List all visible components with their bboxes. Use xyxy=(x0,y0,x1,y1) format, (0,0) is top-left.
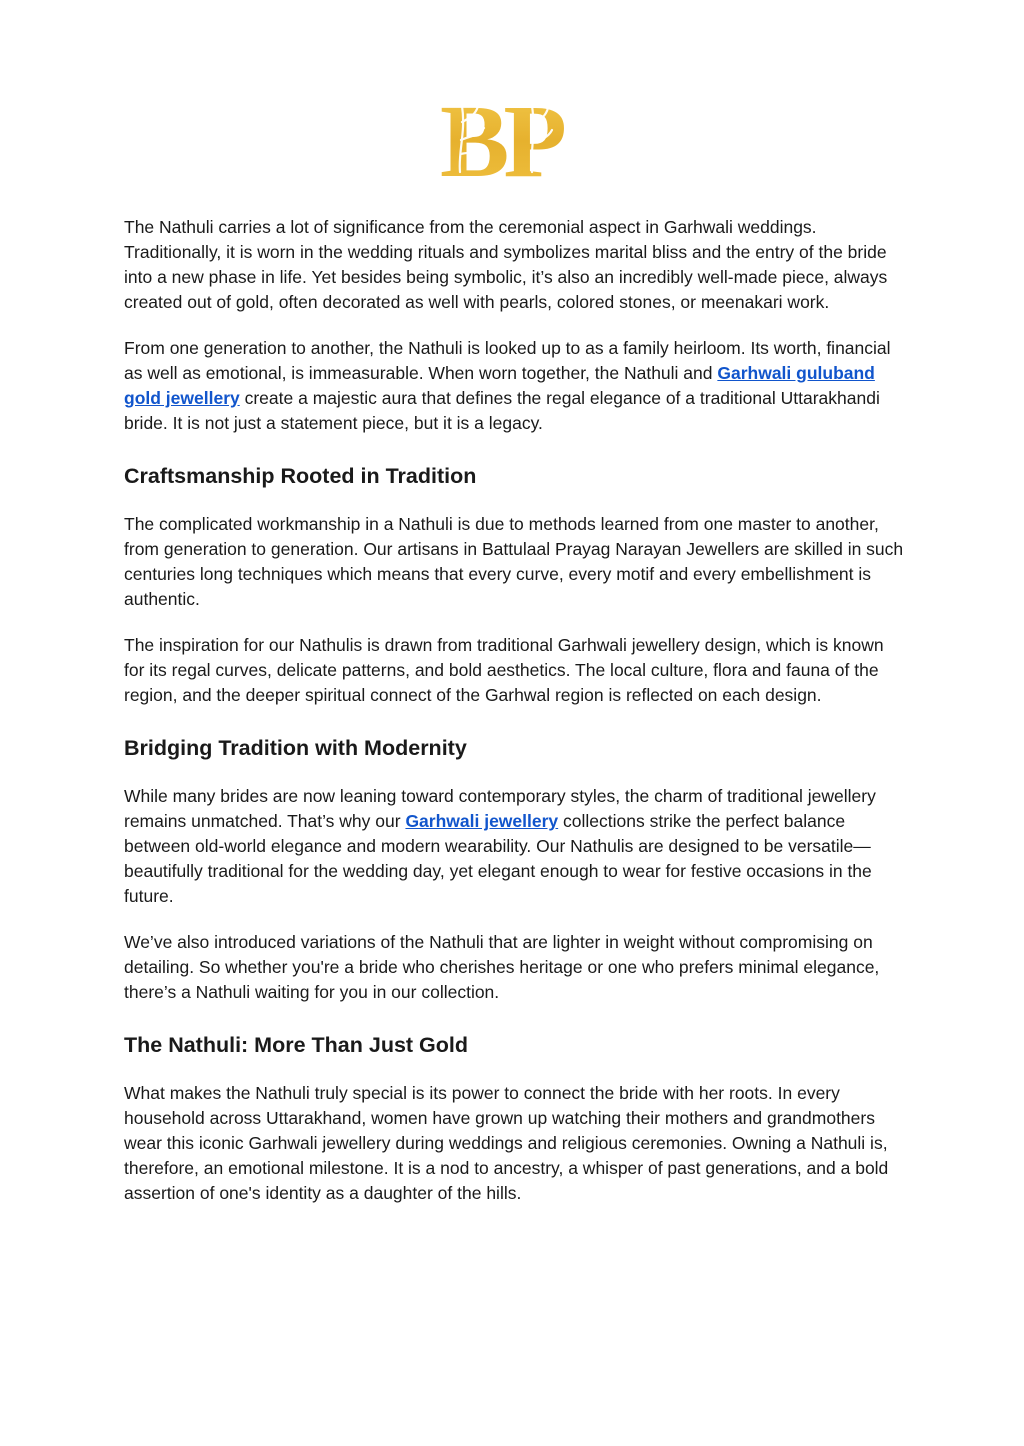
bp-logo-icon xyxy=(440,92,584,184)
paragraph-variations: We’ve also introduced variations of the Nathuli that are lighter in weight without compromising on detailing. So whether you're a bride who cherishes heritage or one who prefers minimal elegance, there’s a Nathuli waiting for you in our collection. xyxy=(124,932,880,1002)
paragraph-contemporary-styles xyxy=(124,784,904,909)
paragraph-text: From one generation to another, the Nathuli is looked up to as a family heirloom. Its worth, financial as well as emotional, is immeasurable. When worn together, the Nathuli and xyxy=(124,338,891,383)
paragraph-inspiration: The inspiration for our Nathulis is drawn from traditional Garhwali jewellery design, which is known for its regal curves, delicate patterns, and bold aesthetics. The local culture, flora and fauna of the region, and the deeper spiritual connect of the Garhwal region is reflected on each design. xyxy=(124,635,884,705)
svg-text:BP: BP xyxy=(440,92,561,184)
paragraph-text: collections strike the perfect balance between old-world elegance and modern wearability. Our Nathulis are designed to be versatile—beautifully traditional for the wedding day, yet elegant enough to wear for festive occasions in the future. xyxy=(124,811,872,906)
paragraph-family-heirloom xyxy=(124,336,904,436)
paragraph-roots: What makes the Nathuli truly special is its power to connect the bride with her roots. In every household across Uttarakhand, women have grown up watching their mothers and grandmothers wear this iconic Garhwali jewellery during weddings and religious ceremonies. Owning a Nathuli is, therefore, an emotional milestone. It is a nod to ancestry, a whisper of past generations, and a bold assertion of one's identity as a daughter of the hills. xyxy=(124,1083,889,1203)
garhwali-guluband-link[interactable]: Garhwali guluband gold jewellery xyxy=(124,363,875,408)
article-body xyxy=(124,215,904,1206)
paragraph-nathuli-significance: The Nathuli carries a lot of significance from the ceremonial aspect in Garhwali weddings. Traditionally, it is worn in the wedding rituals and symbolizes marital bliss and the entry of the bride into a new phase in life. Yet besides being symbolic, it’s also an incredibly well-made piece, always created out of gold, often decorated as well with pearls, colored stones, or meenakari work. xyxy=(124,217,888,312)
heading-craftsmanship: Craftsmanship Rooted in Tradition xyxy=(124,464,477,488)
paragraph-text: create a majestic aura that defines the regal elegance of a traditional Uttarakhandi bride. It is not just a statement piece, but it is a legacy. xyxy=(124,388,880,433)
paragraph-workmanship: The complicated workmanship in a Nathuli is due to methods learned from one master to another, from generation to generation. Our artisans in Battulaal Prayag Narayan Jewellers are skilled in such centuries long techniques which means that every curve, every motif and every embellishment is authentic. xyxy=(124,514,904,609)
heading-more-than-gold: The Nathuli: More Than Just Gold xyxy=(124,1033,468,1057)
heading-modernity: Bridging Tradition with Modernity xyxy=(124,736,467,760)
paragraph-text: While many brides are now leaning toward contemporary styles, the charm of traditional jewellery remains unmatched. That’s why our xyxy=(124,786,876,831)
garhwali-jewellery-link[interactable]: Garhwali jewellery xyxy=(405,811,559,831)
